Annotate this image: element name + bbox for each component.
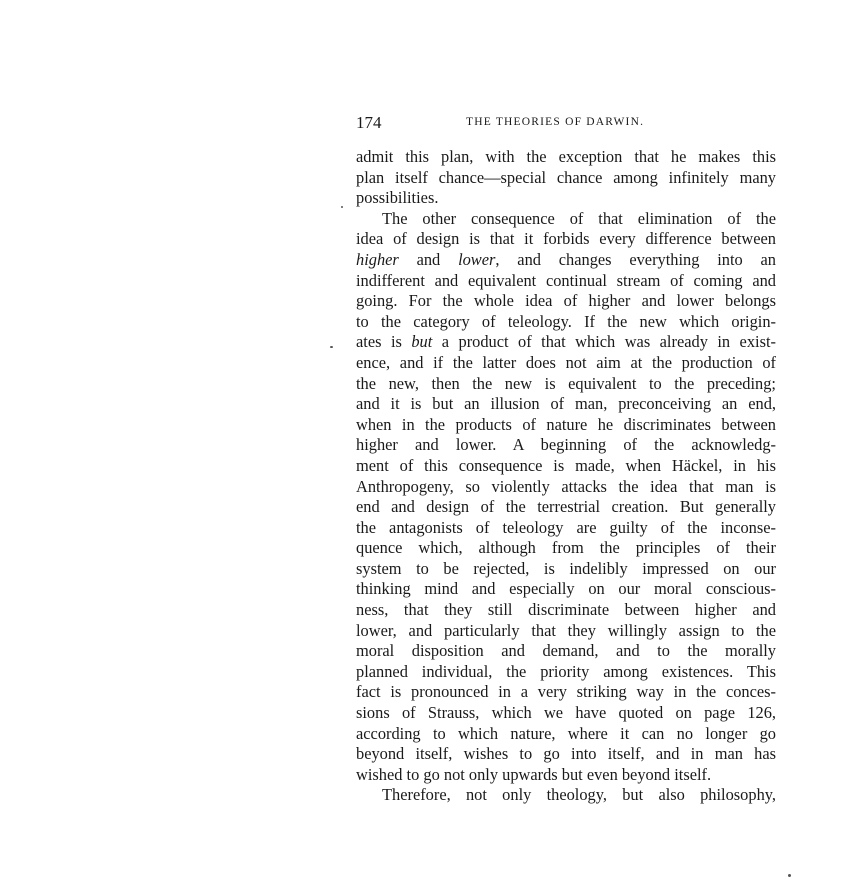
text-line: ates is but a product of that which was already in exist- [356, 332, 776, 352]
text-line: fact is pronounced in a very striking way in the conces- [356, 682, 776, 702]
text-line: admit this plan, with the exception that he makes this [356, 147, 776, 166]
text-line: the antagonists of teleology are guilty of the inconse- [356, 517, 776, 537]
text-line: possibilities. [356, 188, 439, 208]
text-line: Anthropogeny, so violently attacks the idea that man is [356, 476, 776, 496]
text-line: to the category of teleology. If the new which origin- [356, 311, 776, 331]
scan-speck [341, 206, 343, 208]
text-line: going. For the whole idea of higher and lower belongs [356, 291, 776, 311]
text-line: indifferent and equivalent continual stream of coming and [356, 270, 776, 290]
italic-word: higher [356, 249, 399, 269]
text-line: higher and lower, and changes everything into an [356, 249, 776, 269]
text-line: quence which, although from the principles of their [356, 538, 776, 558]
body-text [356, 147, 776, 806]
text-line: according to which nature, where it can no longer go [356, 723, 776, 743]
text-line: plan itself chance—special chance among infinitely many [356, 167, 776, 187]
italic-word: lower [458, 249, 496, 269]
text-line: end and design of the terrestrial creation. But generally [356, 497, 776, 517]
text-line: ence, and if the latter does not aim at the production of [356, 352, 776, 372]
text-line: system to be rejected, is indelibly impressed on our [356, 558, 776, 578]
text-line: higher and lower. A beginning of the acknowledg- [356, 435, 776, 455]
running-head: THE THEORIES OF DARWIN. [466, 116, 645, 128]
page-number: 174 [356, 113, 382, 132]
text-line: when in the products of nature he discriminates between [356, 414, 776, 434]
text-line: moral disposition and demand, and to the morally [356, 641, 776, 661]
text-line: the new, then the new is equivalent to the preceding; [356, 373, 776, 393]
text-line: ment of this consequence is made, when Häckel, in his [356, 455, 776, 475]
scan-speck [330, 346, 333, 348]
text-line: beyond itself, wishes to go into itself, and in man has [356, 744, 776, 764]
text-line: ness, that they still discriminate between higher and [356, 600, 776, 620]
text-line: wished to go not only upwards but even beyond itself. [356, 764, 712, 784]
text-line: and it is but an illusion of man, preconceiving an end, [356, 394, 776, 414]
text-line: thinking mind and especially on our moral conscious- [356, 579, 776, 599]
page-header [356, 113, 776, 133]
scan-speck [788, 874, 791, 877]
text-line: sions of Strauss, which we have quoted on page 126, [356, 703, 776, 723]
text-line: Therefore, not only theology, but also philosophy, [382, 785, 776, 805]
text-line: lower, and particularly that they willingly assign to the [356, 620, 776, 640]
text-line: idea of design is that it forbids every difference between [356, 229, 776, 249]
text-line: planned individual, the priority among existences. This [356, 661, 776, 681]
italic-word: but [411, 332, 433, 352]
text-line: The other consequence of that elimination of the [382, 208, 776, 228]
